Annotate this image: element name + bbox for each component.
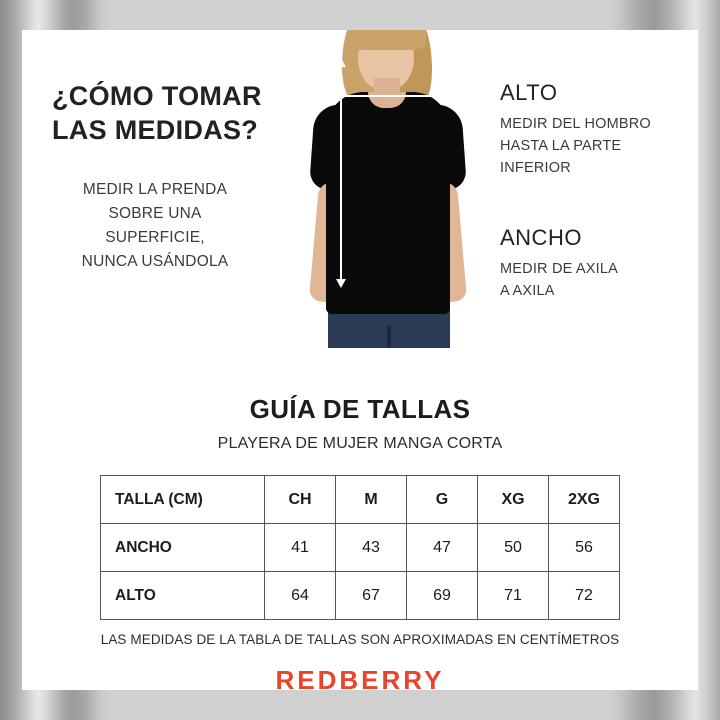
measure-definitions-block [500, 80, 690, 303]
how-to-measure-heading [40, 80, 270, 148]
table-header-row [101, 476, 620, 524]
table-cell: 72 [549, 572, 620, 620]
alto-line-2: HASTA LA PARTE [500, 137, 622, 154]
subtext-line-4: NUNCA USÁNDOLA [81, 252, 229, 270]
ancho-block [500, 225, 690, 303]
table-cell: 56 [549, 524, 620, 572]
subtext-line-2: SOBRE UNA [108, 204, 202, 222]
table-cell: 43 [336, 524, 407, 572]
table-row [101, 572, 620, 620]
jeans-seam [387, 326, 391, 348]
table-header-cell: M [336, 476, 407, 524]
shirt-hem [326, 302, 450, 314]
table-cell: 71 [478, 572, 549, 620]
table-header-cell: CH [265, 476, 336, 524]
table-header-cell: XG [478, 476, 549, 524]
subtext-line-3: SUPERFICIE, [105, 228, 205, 246]
model-photo [270, 30, 496, 348]
heading-line-2: LAS MEDIDAS? [52, 114, 259, 145]
size-table [100, 475, 620, 620]
table-header-cell: 2XG [549, 476, 620, 524]
size-guide-card [22, 30, 698, 695]
alto-line-1: MEDIR DEL HOMBRO [500, 116, 651, 132]
guide-subtitle: PLAYERA DE MUJER MANGA CORTA [217, 435, 503, 452]
table-header-cell: G [407, 476, 478, 524]
table-cell: 50 [478, 524, 549, 572]
how-to-measure-block [40, 80, 270, 274]
brand-logo: REDBERRY [275, 665, 445, 695]
subtext-line-1: MEDIR LA PRENDA [82, 180, 228, 198]
top-section [22, 30, 698, 348]
ancho-line-1: MEDIR DE AXILA [500, 261, 619, 278]
guide-title: GUÍA DE TALLAS [249, 394, 471, 424]
width-measure-arrow-icon [334, 95, 444, 97]
alto-title: ALTO [500, 80, 558, 105]
hair-top [348, 30, 426, 50]
table-cell: 69 [407, 572, 478, 620]
alto-line-3: INFERIOR [500, 159, 571, 176]
how-to-measure-subtext [40, 178, 270, 274]
table-cell: 67 [336, 572, 407, 620]
table-cell: 47 [407, 524, 478, 572]
alto-description [500, 114, 690, 179]
heading-line-1: ¿CÓMO TOMAR [52, 81, 262, 111]
table-header-cell: TALLA (CM) [101, 476, 265, 524]
height-measure-arrow-icon [340, 66, 342, 280]
table-row [101, 524, 620, 572]
table-note: LAS MEDIDAS DE LA TABLA DE TALLAS SON APROXIMADAS EN CENTÍMETROS [100, 632, 620, 647]
table-cell: 64 [265, 572, 336, 620]
table-cell: 41 [265, 524, 336, 572]
ancho-line-2: A AXILA [500, 283, 555, 299]
ancho-description [500, 259, 690, 303]
table-row-label: ANCHO [101, 524, 265, 572]
table-row-label: ALTO [101, 572, 265, 620]
ancho-title: ANCHO [500, 225, 582, 251]
